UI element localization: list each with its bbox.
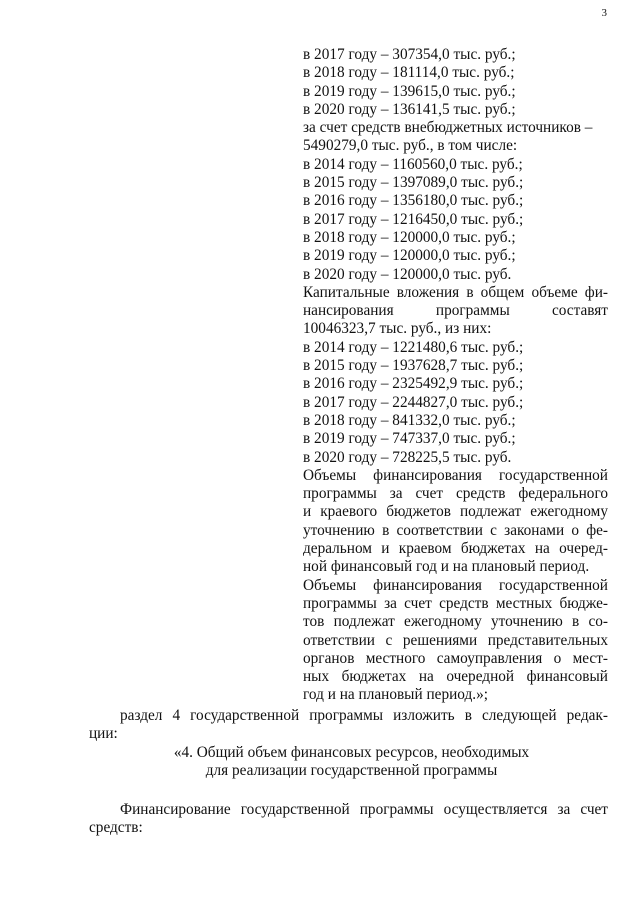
funding-line: в 2017 году – 307354,0 тыс. руб.; [303, 46, 516, 63]
section-heading [89, 744, 608, 781]
funding-line: в 2018 году – 120000,0 тыс. руб.; [303, 228, 516, 246]
funding-by-year-list [303, 46, 608, 119]
text-line: тов подлежат ежегодному уточнению в со- [303, 613, 608, 631]
text-line: раздел 4 государственной программы изложить в следующей редак- [120, 707, 608, 724]
text-line: ной финансовый год и на плановый период. [303, 558, 590, 576]
funding-line: в 2018 году – 841332,0 тыс. руб.; [303, 411, 516, 429]
text-line: 5490279,0 тыс. руб., в том числе: [303, 137, 518, 155]
financing-paragraph [89, 801, 608, 838]
funding-line: в 2020 году – 136141,5 тыс. руб.; [303, 100, 516, 118]
funding-line: в 2016 году – 1356180,0 тыс. руб.; [303, 192, 524, 210]
funding-line: в 2015 году – 1937628,7 тыс. руб.; [303, 357, 524, 375]
text-line: программы за счет средств местных бюдже- [303, 594, 608, 612]
text-line: Финансирование государственной программы осуществляется за счет [120, 801, 608, 818]
text-line: Капитальные вложения в общем объеме фи- [303, 283, 608, 301]
text-line: ответствии с решениями представительных [303, 631, 608, 649]
heading-line: для реализации государственной программы [205, 762, 498, 780]
text-line: уточнению в соответствии с законами о фе- [303, 521, 608, 539]
funding-line: в 2015 году – 1397089,0 тыс. руб.; [303, 174, 524, 192]
text-line: ции: [89, 725, 118, 743]
text-line: за счет средств внебюджетных источников – [303, 119, 593, 137]
text-line: программы за счет средств федерального [303, 485, 608, 503]
funding-line: в 2019 году – 120000,0 тыс. руб.; [303, 247, 516, 265]
funding-line: в 2020 году – 728225,5 тыс. руб. [303, 448, 512, 466]
funding-line: в 2018 году – 181114,0 тыс. руб.; [303, 64, 515, 82]
text-line: органов местного самоуправления о мест- [303, 649, 608, 667]
text-line: Объемы финансирования государственной [303, 576, 608, 594]
extrabudget-intro [303, 119, 608, 156]
funding-line: в 2014 году – 1221480,6 тыс. руб.; [303, 338, 524, 356]
local-funding-paragraph [303, 577, 608, 705]
text-line: год и на плановый период.»; [303, 686, 488, 704]
text-line: 10046323,7 тыс. руб., из них: [303, 320, 492, 338]
text-line: Объемы финансирования государственной [303, 466, 608, 484]
text-line: средств: [89, 819, 143, 837]
text-line: и краевого бюджетов подлежат ежегодному [303, 503, 608, 521]
funding-line: в 2019 году – 747337,0 тыс. руб.; [303, 430, 516, 448]
text-line: ных бюджетах на очередной финансовый [303, 668, 608, 686]
instruction-paragraph [89, 707, 608, 744]
funding-line: в 2014 году – 1160560,0 тыс. руб.; [303, 155, 523, 173]
capital-by-year-list [303, 339, 608, 467]
funding-line: в 2017 году – 2244827,0 тыс. руб.; [303, 393, 524, 411]
text-line: деральном и краевом бюджетах на очеред- [303, 540, 608, 558]
funding-line: в 2019 году – 139615,0 тыс. руб.; [303, 82, 516, 100]
text-line: нансирования программы составят [303, 302, 608, 320]
funding-line: в 2016 году – 2325492,9 тыс. руб.; [303, 375, 524, 393]
funding-line: в 2017 году – 1216450,0 тыс. руб.; [303, 210, 524, 228]
funding-column [303, 46, 608, 705]
page-number: 3 [601, 7, 607, 19]
capital-intro [303, 284, 608, 339]
funding-line: в 2020 году – 120000,0 тыс. руб. [303, 265, 512, 283]
extrabudget-by-year-list [303, 156, 608, 284]
federal-funding-paragraph [303, 467, 608, 577]
heading-line: «4. Общий объем финансовых ресурсов, необходимых [173, 744, 530, 761]
